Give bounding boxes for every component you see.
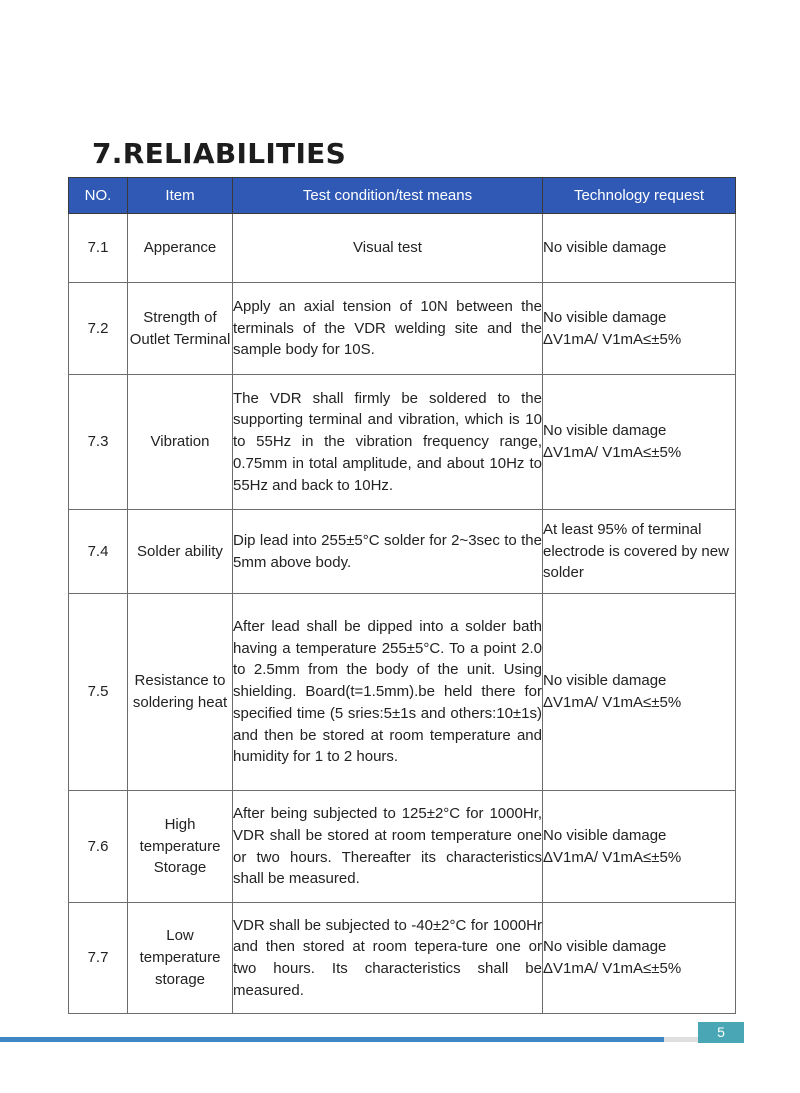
- row-no: 7.1: [69, 214, 128, 283]
- row-item: Vibration: [128, 375, 233, 510]
- header-no: NO.: [69, 178, 128, 214]
- row-condition: After lead shall be dipped into a solder bath having a temperature 255±5°C. To a point 2.0 to 2.5mm from the body of the unit. Using shielding. Board(t=1.5mm).be held there for specified time (5 sries:5±1s and others:10±1s) and then be stored at room temperature and humidity for 1 to 2 hours.: [233, 594, 543, 791]
- row-condition: Dip lead into 255±5°C solder for 2~3sec to the 5mm above body.: [233, 510, 543, 594]
- row-no: 7.2: [69, 283, 128, 375]
- request-line: ΔV1mA/ V1mA≤±5%: [543, 444, 682, 461]
- row-request: [543, 375, 736, 510]
- row-no: 7.7: [69, 903, 128, 1014]
- row-request: [543, 283, 736, 375]
- table-header-row: [69, 178, 736, 214]
- row-no: 7.5: [69, 594, 128, 791]
- footer-bar: [0, 1037, 664, 1042]
- header-request: Technology request: [543, 178, 736, 214]
- row-request: [543, 594, 736, 791]
- request-line: No visible damage: [543, 938, 667, 956]
- row-request: [543, 214, 736, 283]
- row-item: High temperature Storage: [128, 791, 233, 903]
- request-line: No visible damage: [543, 422, 667, 440]
- row-item: Apperance: [128, 214, 233, 283]
- table-row: [69, 510, 736, 594]
- row-item: Solder ability: [128, 510, 233, 594]
- request-line: ΔV1mA/ V1mA≤±5%: [543, 330, 682, 348]
- row-request: [543, 903, 736, 1014]
- request-line: No visible damage: [543, 826, 667, 844]
- page-title: 7.RELIABILITIES: [92, 137, 347, 170]
- table-row: [69, 903, 736, 1014]
- row-condition: VDR shall be subjected to -40±2°C for 1000Hr and then stored at room tepera-ture one or two hours. Its characteristics shall be measured.: [233, 903, 543, 1014]
- request-line: No visible damage: [543, 672, 667, 690]
- row-request: At least 95% of terminal electrode is covered by new solder: [543, 510, 736, 594]
- request-line: ΔV1mA/ V1mA≤±5%: [543, 694, 682, 711]
- footer-divider: [664, 1037, 698, 1042]
- row-no: 7.3: [69, 375, 128, 510]
- row-condition: The VDR shall firmly be soldered to the supporting terminal and vibration, which is 10 to 55Hz in the vibration frequency range, 0.75mm in total amplitude, and about 10Hz to 55Hz and back to 10Hz.: [233, 375, 543, 510]
- table-row: [69, 594, 736, 791]
- request-line: No visible damage: [543, 239, 667, 257]
- row-no: 7.4: [69, 510, 128, 594]
- table-row: [69, 791, 736, 903]
- request-line: ΔV1mA/ V1mA≤±5%: [543, 848, 682, 866]
- row-item: Low temperature storage: [128, 903, 233, 1014]
- header-condition: Test condition/test means: [233, 178, 543, 214]
- row-request: [543, 791, 736, 903]
- table-row: [69, 214, 736, 283]
- row-condition: Visual test: [233, 214, 543, 283]
- row-condition: Apply an axial tension of 10N between the terminals of the VDR welding site and the sample body for 10S.: [233, 283, 543, 375]
- row-no: 7.6: [69, 791, 128, 903]
- page-number-badge: 5: [698, 1022, 744, 1043]
- request-line: ΔV1mA/ V1mA≤±5%: [543, 960, 682, 977]
- table-row: [69, 375, 736, 510]
- row-item: Strength of Outlet Terminal: [128, 283, 233, 375]
- row-item: Resistance to soldering heat: [128, 594, 233, 791]
- table-row: [69, 283, 736, 375]
- header-item: Item: [128, 178, 233, 214]
- request-line: No visible damage: [543, 308, 667, 326]
- reliability-table: [68, 177, 736, 1014]
- row-condition: After being subjected to 125±2°C for 1000Hr, VDR shall be stored at room temperature one or two hours. Thereafter its characteristics shall be measured.: [233, 791, 543, 903]
